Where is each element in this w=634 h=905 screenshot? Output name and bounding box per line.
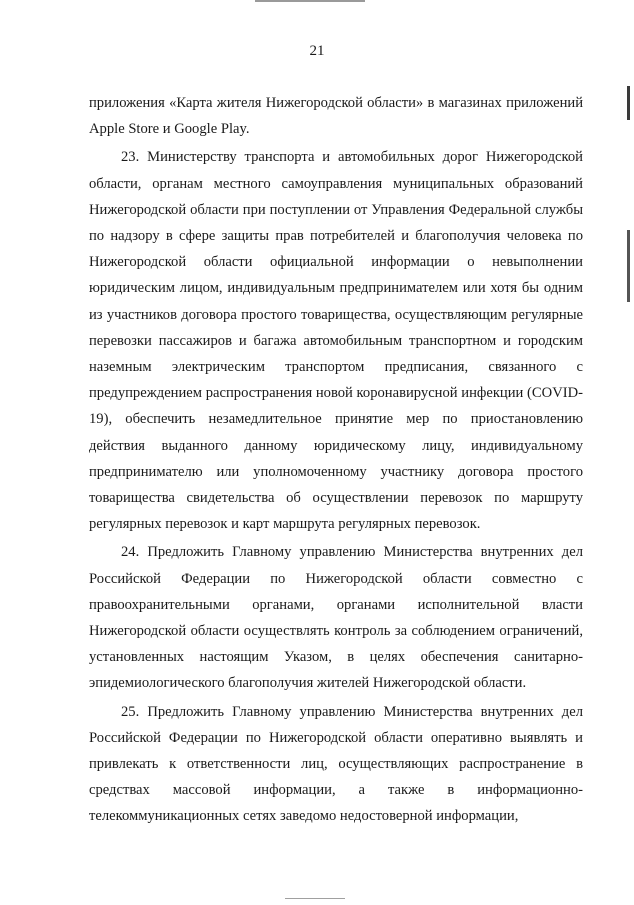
- paragraph-continuation: приложения «Карта жителя Нижегородской области» в магазинах приложений Apple Store и Google Play.: [89, 95, 583, 138]
- document-body: [89, 90, 583, 832]
- page-number: 21: [309, 43, 325, 59]
- paragraph-item-25: 25. Предложить Главному управлению Министерства внутренних дел Российской Федерации по Нижегородской области оперативно выявлять и привлекать к ответственности лиц, осуществляющих распространение в средствах массовой информации, а также в информационно-телекоммуникационных сетях заведомо недостоверной информации,: [89, 703, 583, 825]
- paragraph-item-23: 23. Министерству транспорта и автомобильных дорог Нижегородской области, органам местного самоуправления муниципальных образований Нижегородской области при поступлении от Управления Федеральной службы по надзору в сфере защиты прав потребителей и благополучия человека по Нижегородской области официальной информации о невыполнении юридическим лицом, индивидуальным предпринимателем или хотя бы одним из участников договора простого товарищества, осуществляющим регулярные перевозки пассажиров и багажа автомобильным транспортном и городским наземным электрическим транспортом предписания, связанного с предупреждением распространения новой коронавирусной инфекции (COVID-19), обеспечить незамедлительное принятие мер по приостановлению действия выданного данному юридическому лицу, индивидуальному предпринимателю или уполномоченному участнику договора простого товарищества свидетельства об осуществлении перевозок по маршруту регулярных перевозок и карт маршрута регулярных перевозок.: [89, 149, 583, 533]
- scan-artifact-top-line: [255, 0, 365, 2]
- scan-artifact-bottom-line: [285, 898, 345, 899]
- scan-artifact-edge-mark: [627, 86, 630, 120]
- paragraph-item-24: 24. Предложить Главному управлению Министерства внутренних дел Российской Федерации по Нижегородской области совместно с правоохранительными органами, органами исполнительной власти Нижегородской области осуществлять контроль за соблюдением ограничений, установленных настоящим Указом, в целях обеспечения санитарно-эпидемиологического благополучия жителей Нижегородской области.: [89, 544, 583, 692]
- scan-artifact-edge-mark: [627, 230, 630, 302]
